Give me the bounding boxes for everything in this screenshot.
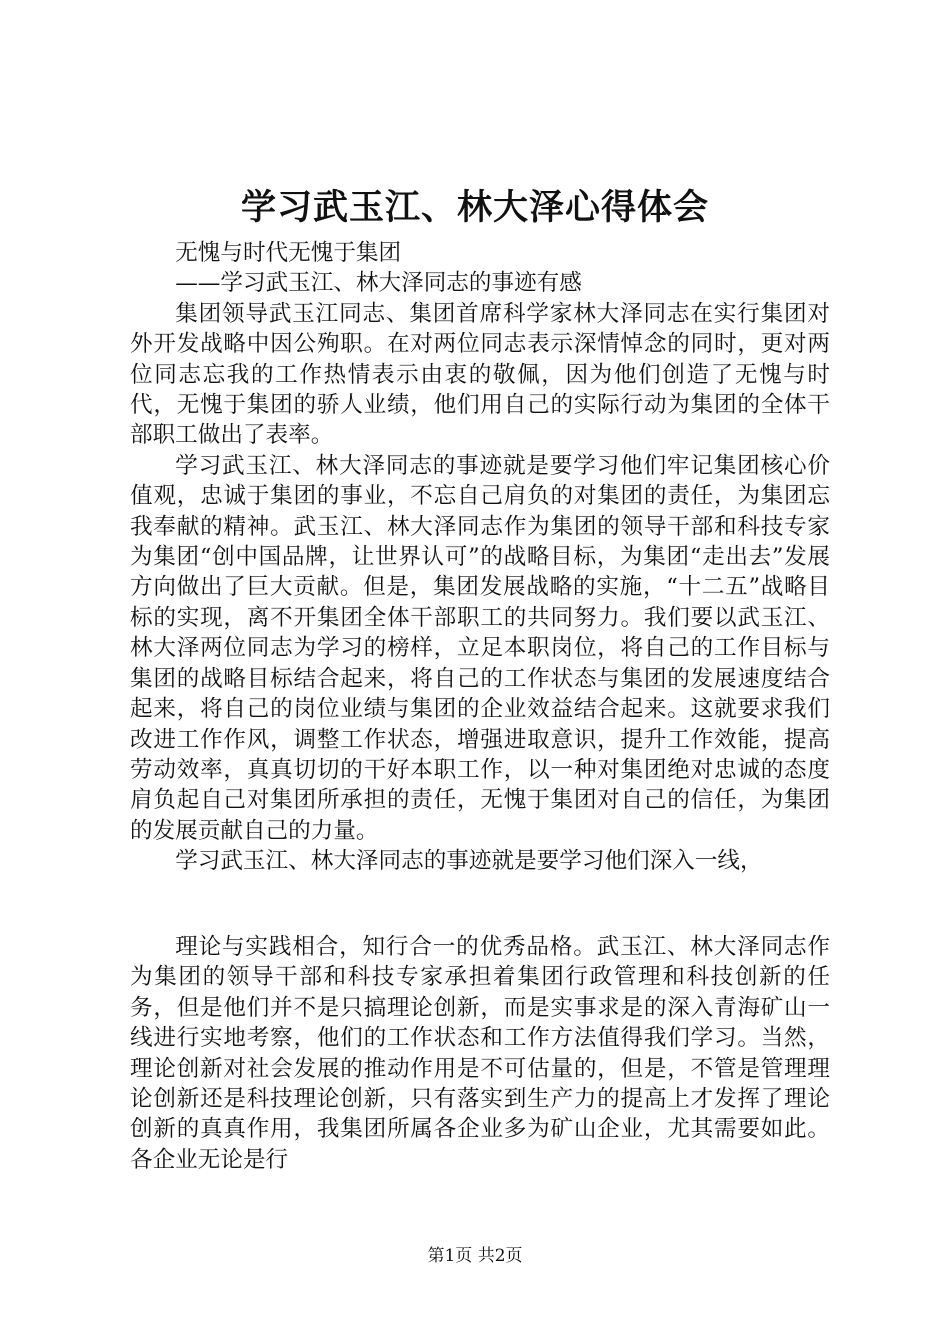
document-body-lower bbox=[130, 932, 830, 1175]
subtitle-line-1: 无愧与时代无愧于集团 bbox=[175, 240, 402, 266]
page-number-footer: 第1页 共2页 bbox=[427, 1246, 523, 1266]
paragraph-2: 学习武玉江、林大泽同志的事迹就是要学习他们牢记集团核心价值观，忠诚于集团的事业，不忘自己肩负的对集团的责任，为集团忘我奉献的精神。武玉江、林大泽同志作为集团的领导干部和科技专家为集团“创中国品牌，让世界认可”的战略目标，为集团“走出去”发展方向做出了巨大贡献。但是，集团发展战略的实施，“十二五”战略目标的实现，离不开集团全体干部职工的共同努力。我们要以武玉江、林大泽两位同志为学习的榜样，立足本职岗位，将自己的工作目标与集团的战略目标结合起来，将自己的工作状态与集团的发展速度结合起来，将自己的岗位业绩与集团的企业效益结合起来。这就要求我们改进工作作风，调整工作状态，增强进取意识，提升工作效能，提高劳动效率，真真切切的干好本职工作，以一种对集团绝对忠诚的态度肩负起自己对集团所承担的责任，无愧于集团对自己的信任，为集团的发展贡献自己的力量。 bbox=[130, 452, 830, 844]
paragraph-1: 集团领导武玉江同志、集团首席科学家林大泽同志在实行集团对外开发战略中因公殉职。在对两位同志表示深情悼念的同时，更对两位同志忘我的工作热情表示由衷的敬佩，因为他们创造了无愧与时代，无愧于集团的骄人业绩，他们用自己的实际行动为集团的全体干部职工做出了表率。 bbox=[130, 300, 830, 449]
subtitle-line-2: ——学习武玉江、林大泽同志的事迹有感 bbox=[175, 270, 582, 297]
paragraph-3: 学习武玉江、林大泽同志的事迹就是要学习他们深入一线， bbox=[175, 848, 763, 875]
document-body-upper bbox=[130, 238, 830, 877]
paragraph-4: 理论与实践相合，知行合一的优秀品格。武玉江、林大泽同志作为集团的领导干部和科技专家承担着集团行政管理和科技创新的任务，但是他们并不是只搞理论创新，而是实事求是的深入青海矿山一线进行实地考察，他们的工作状态和工作方法值得我们学习。当然，理论创新对社会发展的推动作用是不可估量的，但是，不管是管理理论创新还是科技理论创新，只有落实到生产力的提高上才发挥了理论创新的真真作用，我集团所属各企业多为矿山企业，尤其需要如此。各企业无论是行 bbox=[130, 934, 830, 1173]
document-title: 学习武玉江、林大泽心得体会 bbox=[240, 187, 709, 228]
